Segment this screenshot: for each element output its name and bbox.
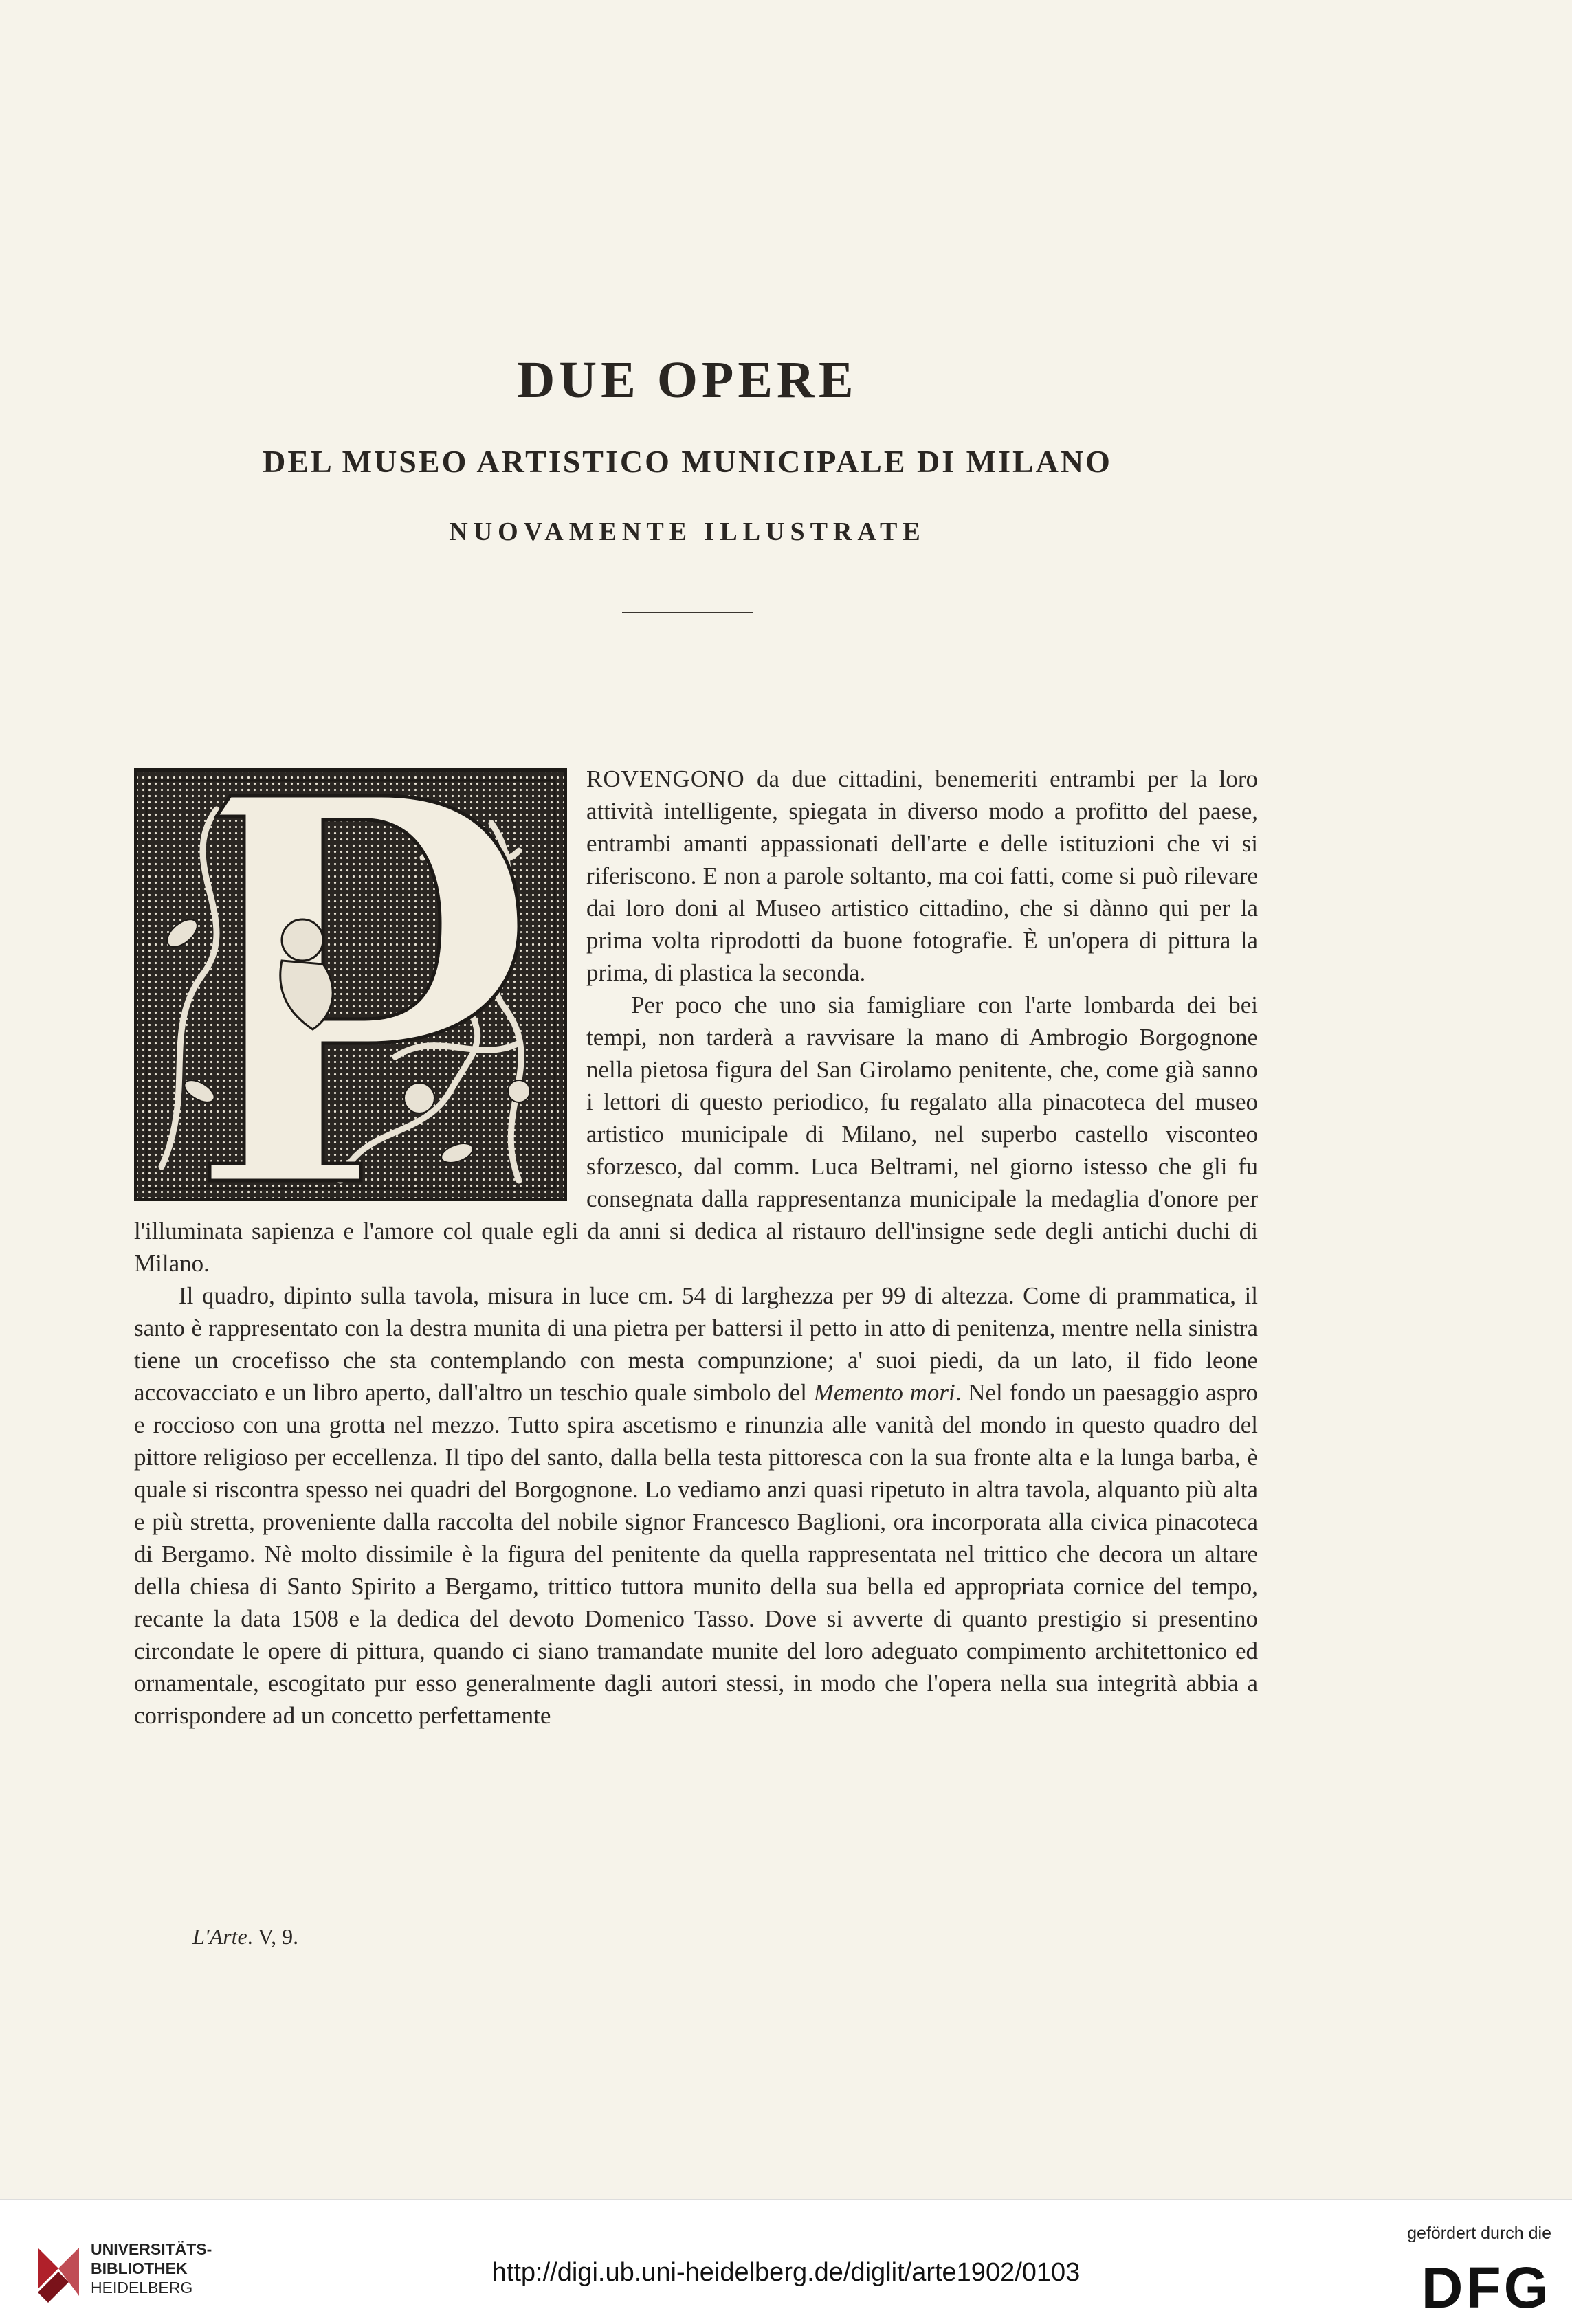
title-divider (622, 612, 753, 613)
paragraph-3-text-b: . Nel fondo un paesaggio aspro e roccioso con una grotta nel mezzo. Tutto spira ascetismo e rinunzia alle vanità del mondo in questo quadro del pittore religioso per eccellenza. Il tipo del santo, dalla bella testa pittoresca con la sua fronte alta e la lunga barba, è quale si riscontra spesso nei quadri del Borgognone. Lo vediamo anzi quasi ripetuto in altra tavola, alquanto più alta e più stretta, proveniente dalla raccolta del nobile signor Francesco Baglioni, ora incorporata alla civica pinacoteca di Bergamo. Nè molto dissimile è la figura del penitente da quella rappresentata nel trittico che decora un altare della chiesa di Santo Spirito a Bergamo, trittico tuttora munito della sua bella ed appropriata cornice del tempo, recante la data 1508 e la dedica del devoto Domenico Tasso. Dove si avverte di quanto prestigio si presentino circondate le opere di pittura, quando ci siano tramandate munite del loro adeguato compimento architettonico ed ornamentale, escogitato pur esso generalmente dagli autori stessi, in modo che l'opera nella sua integrità abbia a corrispondere ad un concetto perfettamente (134, 1379, 1258, 1729)
article-body (134, 763, 1258, 1732)
volume-ref: . V, 9. (247, 1924, 299, 1949)
article-subtitle-secondary: NUOVAMENTE ILLUSTRATE (449, 517, 926, 546)
paragraph-1 (134, 763, 1258, 989)
library-line-1: UNIVERSITÄTS- (91, 2240, 212, 2258)
viewer-footer (0, 2199, 1572, 2324)
page-signature (192, 1924, 298, 1949)
article-title: DUE OPERE (517, 351, 858, 409)
dfg-logo[interactable]: DFG (1421, 2255, 1551, 2320)
library-line-3: HEIDELBERG (91, 2279, 193, 2297)
library-line-2: BIBLIOTHEK (91, 2259, 188, 2277)
paragraph-2: Per poco che uno sia famigliare con l'arte lombarda dei bei tempi, non tarderà a ravvisare la mano di Ambrogio Borgognone nella pietosa figura del San Girolamo penitente, che, come già sanno i lettori di questo periodico, fu regalato alla pinacoteca del museo artistico municipale di Milano, nel superbo castello visconteo sforzesco, dal comm. Luca Beltrami, nel giorno istesso che gli fu consegnata dalla rappresentanza municipale la medaglia d'onore per l'illuminata sapienza e l'amore col quale egli da anni si dedica al ristauro dell'insigne sede degli antichi duchi di Milano. (134, 992, 1258, 1277)
article-subtitle: DEL MUSEO ARTISTICO MUNICIPALE DI MILANO (263, 444, 1112, 479)
paragraph-1-text: da due cittadini, benemeriti entrambi per la loro attività intelligente, spiegata in diverso modo a profitto del paese, entrambi amanti appassionati dell'arte e delle istituzioni che vi si riferiscono. E non a parole soltanto, ma coi fatti, come si può rilevare dai loro doni al Museo artistico cittadino, che si dànno qui per la prima volta riprodotti da buone fotografie. È un'opera di pittura la prima, di plastica la seconda. (586, 766, 1258, 986)
opening-word: ROVENGONO (586, 766, 745, 792)
italic-phrase: Memento mori (813, 1379, 955, 1406)
funded-by-label: gefördert durch die (1407, 2224, 1551, 2243)
permalink-url[interactable]: http://digi.ub.uni-heidelberg.de/diglit/arte1902/0103 (491, 2258, 1081, 2287)
dropcap-spacer (134, 763, 586, 1197)
paragraph-3-text-a: Il quadro, dipinto sulla tavola, misura in luce cm. 54 di larghezza per 99 di altezza. Come di prammatica, il santo è rappresentato con la destra munita di una pietra per battersi il petto in atto di penitenza, mentre nella sinistra tiene un crocefisso che sta contemplando con mesta compunzione; a' suoi piedi, da un lato, il fido leone accovacciato e un libro aperto, dall'altro un teschio quale simbolo del (134, 1282, 1258, 1406)
journal-name: L'Arte (192, 1924, 247, 1949)
paragraph-3 (134, 1280, 1258, 1732)
